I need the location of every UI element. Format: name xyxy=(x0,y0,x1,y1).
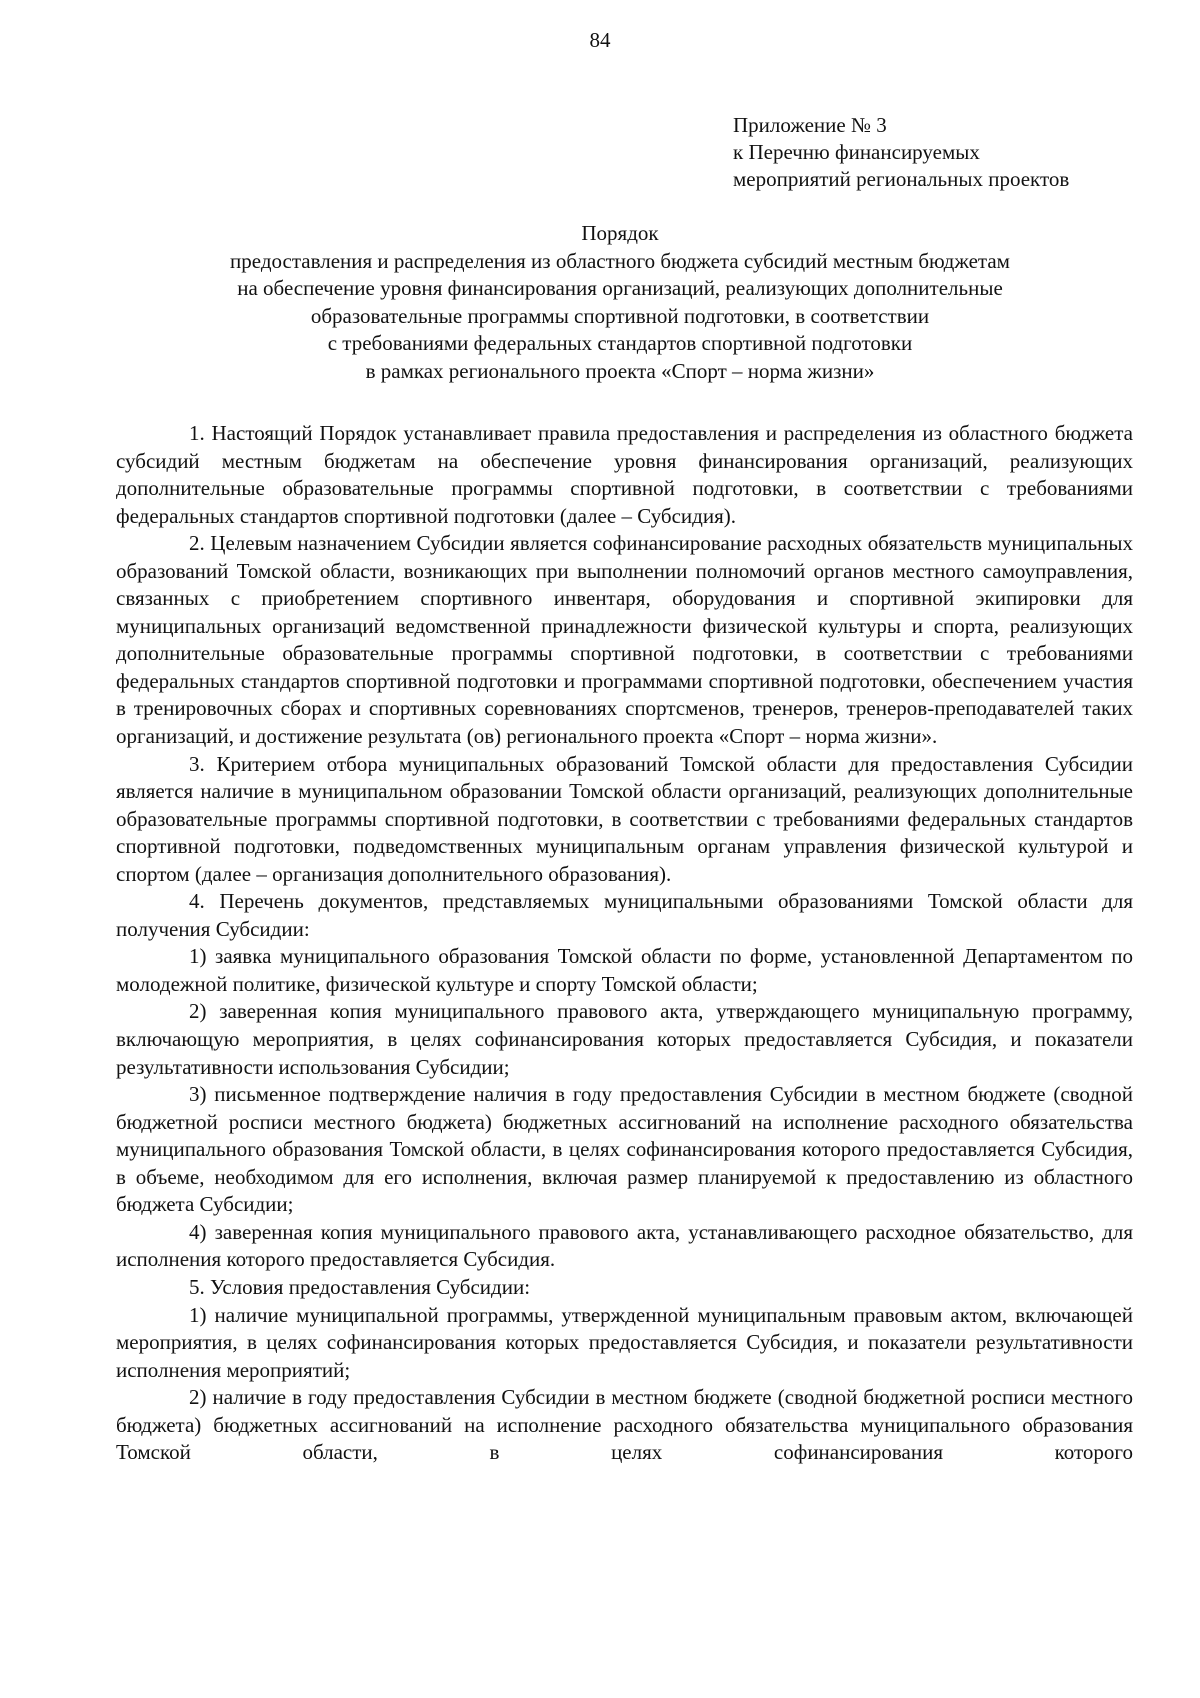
title-line-3: на обеспечение уровня финансирования организаций, реализующих дополнительные xyxy=(237,276,1003,301)
paragraph-4: 4. Перечень документов, представляемых муниципальными образованиями Томской области для получения Субсидии: xyxy=(116,889,1133,941)
paragraph-4-item-3: 3) письменное подтверждение наличия в году предоставления Субсидии в местном бюджете (сводной бюджетной росписи местного бюджета) бюджетных ассигнований на исполнение расходного обязательства муниципального образования Томской области, в целях софинансирования которого предоставляется Субсидия, в объеме, необходимом для его исполнения, включая размер планируемой к предоставлению из областного бюджета Субсидии; xyxy=(116,1082,1133,1217)
paragraph-4-item-2: 2) заверенная копия муниципального правового акта, утверждающего муниципальную программу, включающую мероприятия, в целях софинансирования которых предоставляется Субсидия, и показатели результативности использования Субсидии; xyxy=(116,999,1133,1079)
paragraph-5-item-1: 1) наличие муниципальной программы, утвержденной муниципальным правовым актом, включающей мероприятия, в целях софинансирования которых предоставляется Субсидия, и показатели результативности исполнения мероприятий; xyxy=(116,1302,1133,1382)
paragraph-2: 2. Целевым назначением Субсидии является софинансирование расходных обязательств муниципальных образований Томской области, возникающих при выполнении полномочий органов местного самоуправления, связанных с приобретением спортивного инвентаря, оборудования и спортивной экипировки для муниципальных организаций ведомственной принадлежности физической культуры и спорта, реализующих дополнительные образовательные программы спортивной подготовки, в соответствии с требованиями федеральных стандартов спортивной подготовки и программами спортивной подготовки, обеспечением участия в тренировочных сборах и спортивных соревнованиях спортсменов, тренеров, тренеров-преподавателей таких организаций, и достижение результата (ов) регионального проекта «Спорт – норма жизни». xyxy=(116,531,1133,749)
paragraph-4-item-1: 1) заявка муниципального образования Томской области по форме, установленной Департаментом по молодежной политике, физической культуре и спорту Томской области; xyxy=(116,944,1133,996)
paragraph-5-item-2: 2) наличие в году предоставления Субсидии в местном бюджете (сводной бюджетной росписи местного бюджета) бюджетных ассигнований на исполнение расходного обязательства муниципального образования Томской области, в целях софинансирования которого xyxy=(116,1385,1133,1465)
appendix-line-2: к Перечню финансируемых xyxy=(733,140,980,164)
paragraph-4-item-4: 4) заверенная копия муниципального правового акта, устанавливающего расходное обязательство, для исполнения которого предоставляется Субсидия. xyxy=(116,1219,1133,1272)
title-line-1: Порядок xyxy=(581,221,659,245)
title-line-4: образовательные программы спортивной подготовки, в соответствии xyxy=(310,303,930,328)
paragraph-1: 1. Настоящий Порядок устанавливает правила предоставления и распределения из областного бюджета субсидий местным бюджетам на обеспечение уровня финансирования организаций, реализующих дополнительные образовательные программы спортивной подготовки, в соответствии с требованиями федеральных стандартов спортивной подготовки (далее – Субсидия). xyxy=(116,421,1133,528)
paragraph-3: 3. Критерием отбора муниципальных образований Томской области для предоставления Субсидии является наличие в муниципальном образовании Томской области организаций, реализующих дополнительные образовательные программы спортивной подготовки, в соответствии с требованиями федеральных стандартов спортивной подготовки, подведомственных муниципальным органам управления физической культурой и спортом (далее – организация дополнительного образования). xyxy=(116,751,1133,886)
title-line-6: в рамках регионального проекта «Спорт – норма жизни» xyxy=(365,358,875,383)
appendix-line-1: Приложение № 3 xyxy=(733,113,887,137)
appendix-heading xyxy=(733,112,1069,193)
title-line-2: предоставления и распределения из областного бюджета субсидий местным бюджетам xyxy=(230,248,1010,273)
document-title xyxy=(120,220,1120,386)
page-number: 84 xyxy=(589,28,611,52)
document-body xyxy=(116,420,1133,1467)
title-line-5: с требованиями федеральных стандартов спортивной подготовки xyxy=(327,331,913,356)
appendix-line-3: мероприятий региональных проектов xyxy=(733,167,1070,191)
paragraph-5: 5. Условия предоставления Субсидии: xyxy=(189,1274,531,1299)
